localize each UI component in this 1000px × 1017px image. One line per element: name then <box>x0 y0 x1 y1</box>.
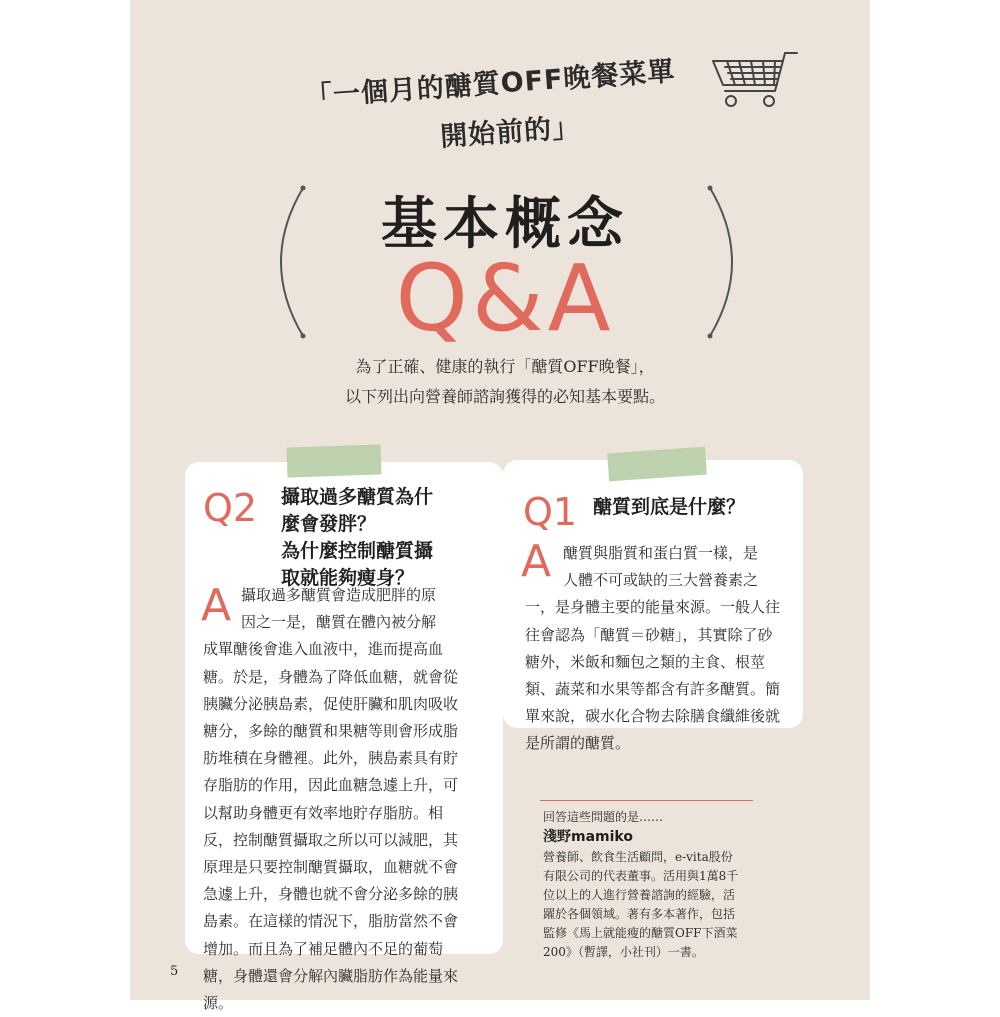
q2-question-line: 為什麼控制醣質攝 <box>281 540 434 562</box>
q2-answer <box>203 582 493 1017</box>
q2-card <box>185 462 503 1013</box>
q2-answer-line: 攝取過多醣質會造成肥胖的原 <box>241 586 437 604</box>
q1-number: Q1 <box>523 490 578 534</box>
page <box>130 0 870 1013</box>
q1-answer-line: 往會認為「醣質＝砂糖」，其實除了砂 <box>525 625 773 644</box>
answerer-bio-line: 躍於各個領域。著有多本著作，包括 <box>543 907 736 921</box>
q2-answer-line: 胰臟分泌胰島素，促使肝臟和肌肉吸收 <box>203 694 459 713</box>
q2-answer-line: 因之一是，醣質在體內被分解 <box>241 613 437 632</box>
q2-answer-line: 存脂肪的作用，因此血糖急遽上升，可 <box>203 776 459 795</box>
title-line2: 開始前的」 <box>439 112 582 153</box>
q2-answer-line: 糖，身體還會分解內臟脂肪作為能量來 <box>203 966 459 985</box>
q1-card <box>503 460 803 753</box>
q2-answer-line: 糖。於是，身體為了降低血糖，就會從 <box>203 667 459 686</box>
intro-line: 為了正確、健康的執行「醣質OFF晚餐」， <box>355 357 655 376</box>
page-number: 5 <box>170 964 179 979</box>
q2-question-line: 取就能夠瘦身？ <box>281 567 415 589</box>
q2-question-line: 麼會發胖？ <box>281 513 377 535</box>
answerer-bio-line: 有限公司的代表董事。活用與1萬8千 <box>543 869 739 883</box>
intro-line: 以下列出向營養師諮詢獲得的必知基本要點。 <box>344 387 665 406</box>
title-line1: 「一個月的醣質OFF晚餐菜單 <box>304 56 677 113</box>
q1-answer-letter: A <box>521 536 552 587</box>
q2-answer-line: 增加。而且為了補足體內不足的葡萄 <box>203 939 444 958</box>
q1-answer-line: 糖外，米飯和麵包之類的主食、根莖 <box>525 652 766 671</box>
q1-answer-line: 類、蔬菜和水果等都含有許多醣質。簡 <box>525 680 781 699</box>
q2-answer-line: 反，控制醣質攝取之所以可以減肥，其 <box>203 830 459 849</box>
answerer-label: 回答這些問題的是…… <box>543 810 664 824</box>
answerer-bio-line: 監修《馬上就能瘦的醣質OFF下酒菜 <box>543 926 738 940</box>
q1-answer-line: 單來說，碳水化合物去除膳食纖維後就 <box>525 707 781 726</box>
q1-answer-line: 一，是身體主要的能量來源。一般人往 <box>525 598 781 617</box>
answerer-bio-line: 200》（暫譯，小社刊）一書。 <box>543 945 704 959</box>
q2-answer-line: 肪堆積在身體裡。此外，胰島素具有貯 <box>203 749 459 768</box>
q1-answer-line: 人體不可或缺的三大營養素之 <box>563 571 759 590</box>
q2-answer-letter: A <box>201 580 232 631</box>
answerer-bio <box>543 848 758 962</box>
q2-number: Q2 <box>203 486 258 530</box>
answerer-bio-line: 營養師、飲食生活顧問，e-vita股份 <box>543 850 733 864</box>
divider <box>540 800 753 801</box>
bracket-left-icon <box>255 182 315 342</box>
q2-answer-line: 成單醣後會進入血液中，進而提高血 <box>203 640 444 659</box>
bracket-right-icon <box>698 182 758 342</box>
q2-answer-line: 島素。在這樣的情況下，脂肪當然不會 <box>203 912 459 931</box>
qa-mark: Q&A <box>395 245 615 352</box>
q2-question <box>281 484 433 592</box>
q2-answer-line: 原理是只要控制醣質攝取，血糖就不會 <box>203 858 459 877</box>
q2-answer-line: 急遽上升，身體也就不會分泌多餘的胰 <box>203 885 459 904</box>
q2-answer-line: 糖分，多餘的醣質和果糖等則會形成脂 <box>203 722 459 741</box>
tape-strip <box>287 444 382 477</box>
intro-text <box>280 352 730 412</box>
q2-question-line: 攝取過多醣質為什 <box>281 486 434 508</box>
q1-answer-line: 醣質與脂質和蛋白質一樣，是 <box>563 544 759 562</box>
q1-answer-line: 是所謂的醣質。 <box>525 734 631 753</box>
answerer-bio-line: 位以上的人進行營養諮詢的經驗，活 <box>543 888 736 902</box>
q1-question: 醣質到底是什麼？ <box>593 496 746 518</box>
answerer-name: 淺野mamiko <box>543 829 633 845</box>
shopping-cart-icon <box>705 45 805 115</box>
q2-answer-line: 源。 <box>203 994 234 1013</box>
q1-answer <box>525 540 795 758</box>
main-title: 基本概念 <box>381 192 629 257</box>
q2-answer-line: 以幫助身體更有效率地貯存脂肪。相 <box>203 803 444 822</box>
